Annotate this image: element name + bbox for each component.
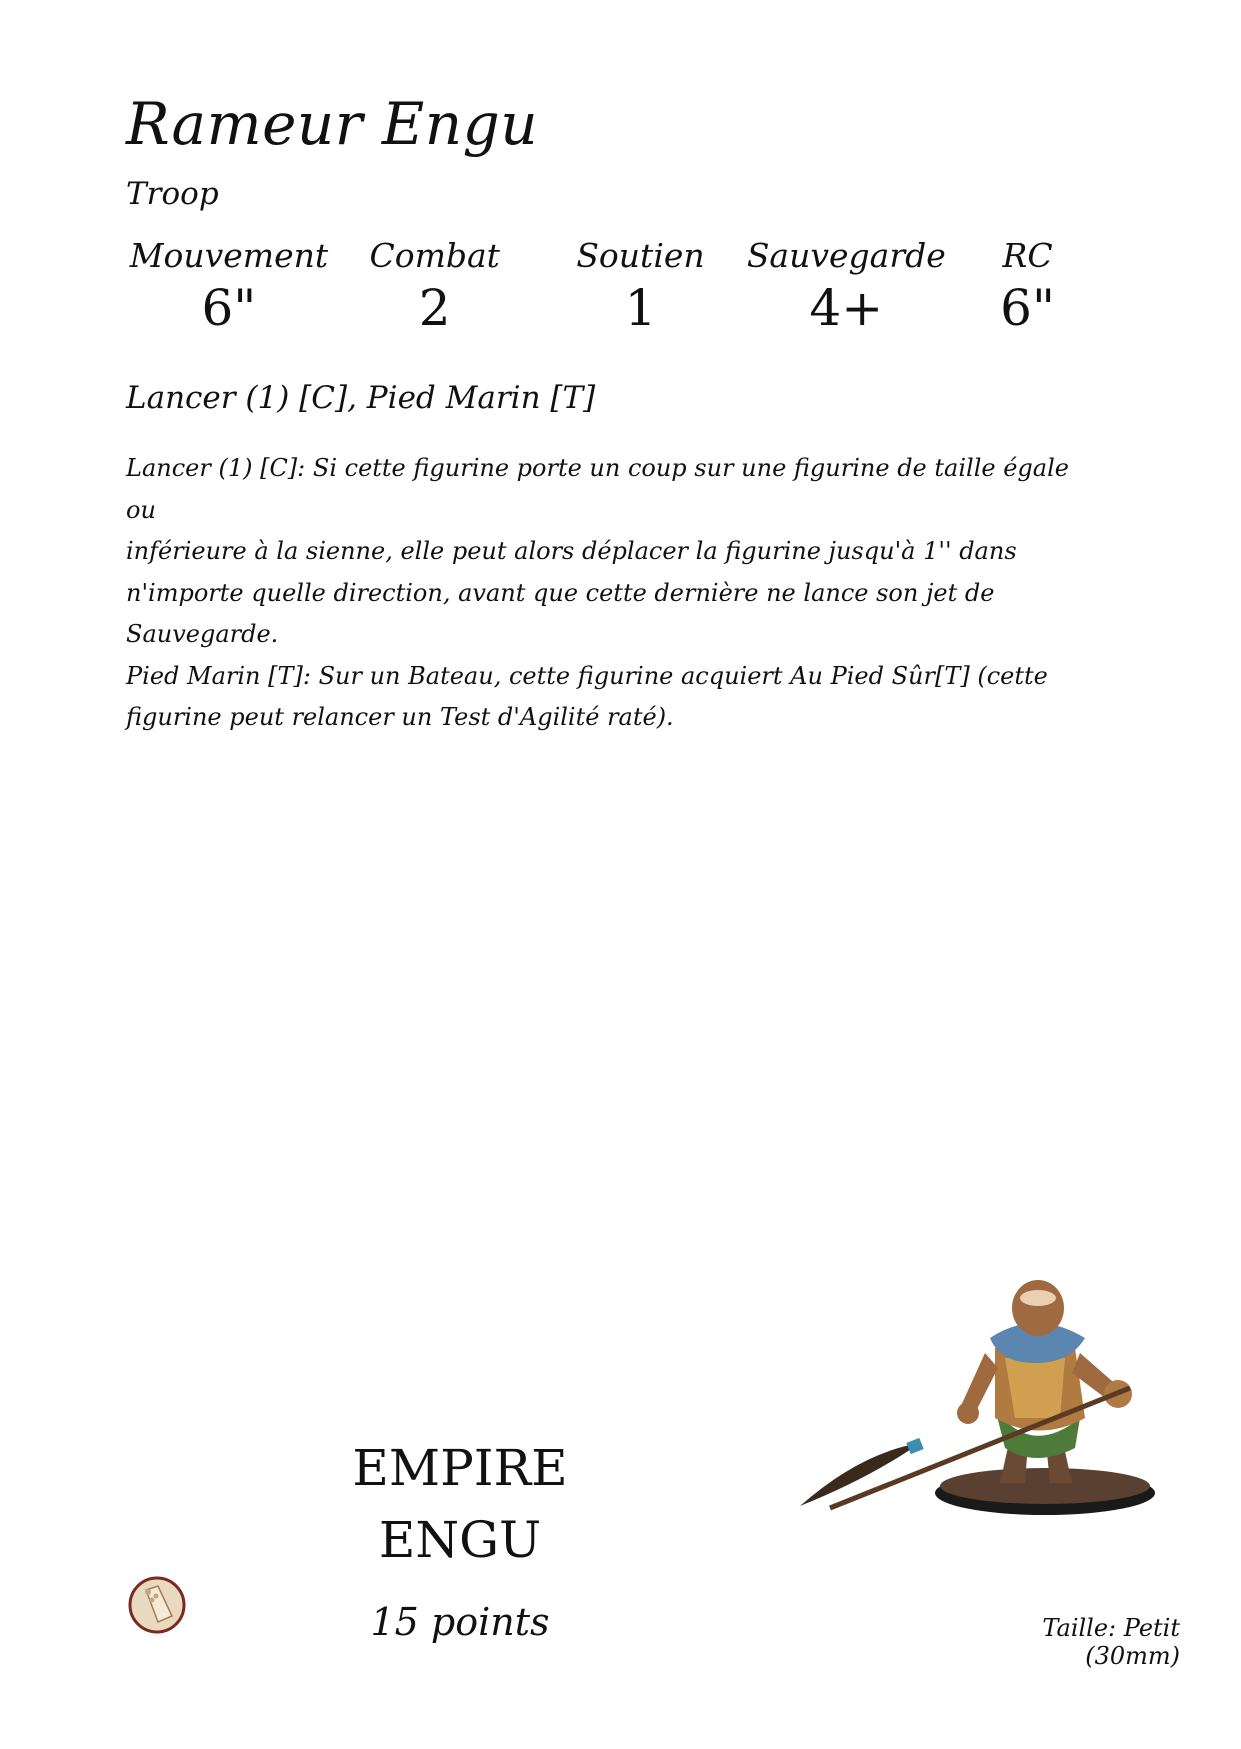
abilities-description [126, 448, 1106, 739]
stat-mouvement [126, 236, 332, 337]
faction-line: EMPIRE [352, 1439, 568, 1497]
points-cost: 15 points [370, 1600, 550, 1644]
stat-combat [332, 236, 538, 337]
stat-label: Combat [369, 236, 500, 275]
stat-label: RC [1002, 236, 1053, 275]
description-line: inférieure à la sienne, elle peut alors déplacer la figurine jusqu'à 1'' dans [126, 537, 1017, 565]
description-line: Pied Marin [T]: Sur un Bateau, cette figurine acquiert Au Pied Sûr[T] (cette [126, 661, 1048, 690]
base-size: Taille: Petit (30mm) [1042, 1614, 1180, 1670]
stat-label: Sauvegarde [746, 236, 946, 275]
description-line: figurine peut relancer un Test d'Agilité raté). [126, 703, 674, 731]
stat-value: 2 [418, 279, 451, 337]
unit-type: Troop [126, 176, 219, 212]
stat-sauvegarde [743, 236, 949, 337]
engu-rower-miniature-image [800, 1268, 1170, 1518]
stat-rc [949, 236, 1106, 337]
unit-name: Rameur Engu [126, 90, 539, 158]
description-line: n'importe quelle direction, avant que cette dernière ne lance son jet de Sauvegarde. [126, 578, 995, 648]
abilities-list: Lancer (1) [C], Pied Marin [T] [126, 380, 596, 416]
stat-label: Soutien [576, 236, 705, 275]
stat-value: 1 [624, 279, 657, 337]
faction-line: ENGU [378, 1511, 542, 1569]
stat-label: Mouvement [129, 236, 329, 275]
description-line: Lancer (1) [C]: Si cette figurine porte un coup sur une figurine de taille égale ou [126, 454, 1069, 524]
stat-value: 6" [1000, 279, 1055, 337]
stat-value: 4+ [809, 279, 884, 337]
hand-badge-icon [126, 1572, 188, 1634]
stat-value: 6" [201, 279, 257, 337]
faction-name [290, 1432, 630, 1576]
stat-soutien [538, 236, 744, 337]
stat-line [126, 236, 1106, 337]
